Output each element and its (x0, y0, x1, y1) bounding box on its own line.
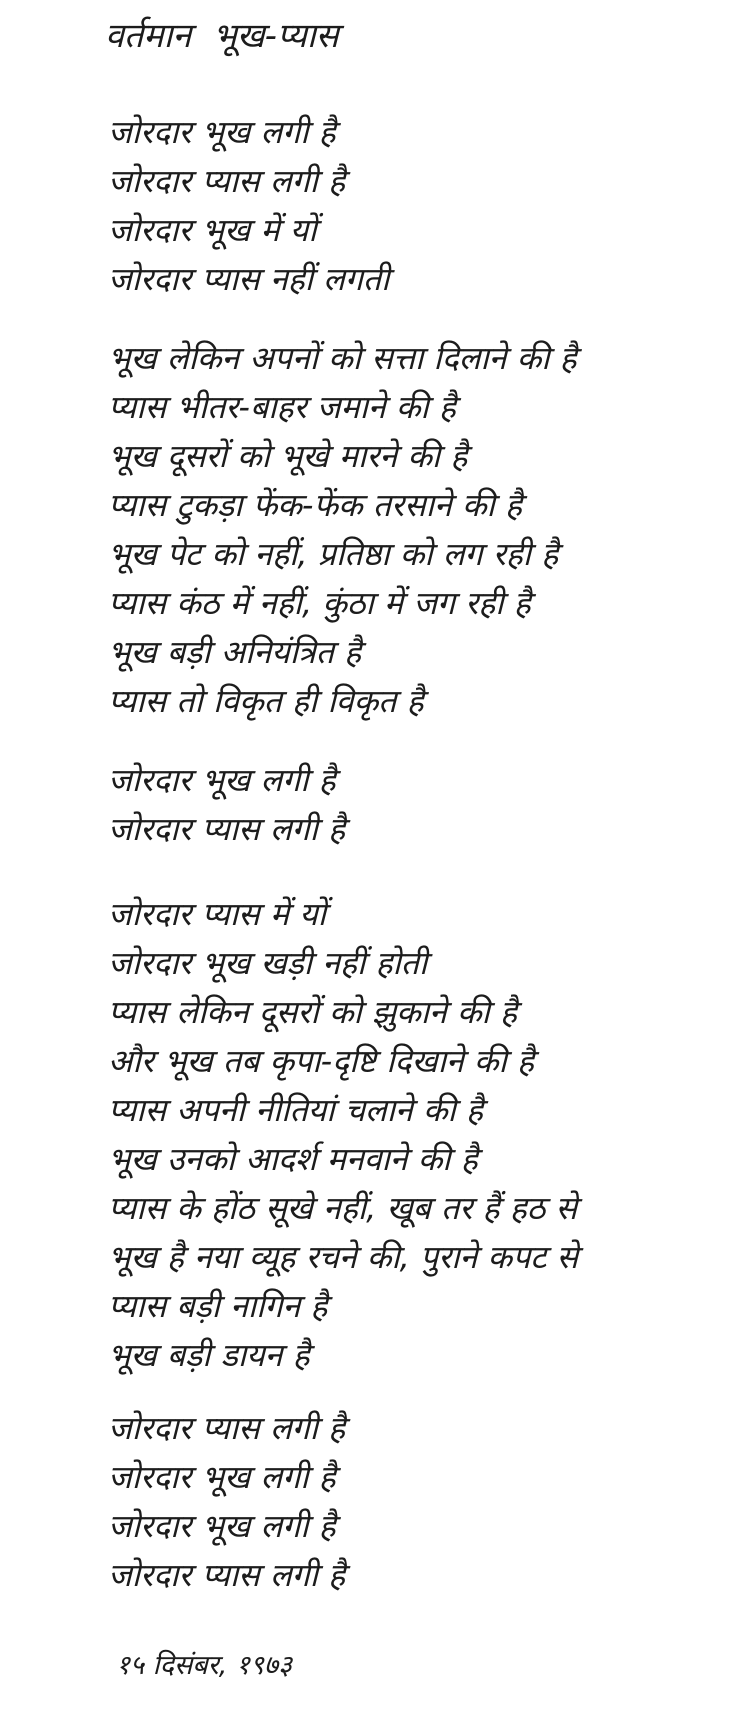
poem-line: प्यास लेकिन दूसरों को झुकाने की है (108, 993, 517, 1031)
poem-line: जोरदार भूख खड़ी नहीं होती (108, 944, 428, 982)
poem-line: प्यास टुकड़ा फेंक-फेंक तरसाने की है (108, 486, 522, 524)
poem-line: प्यास तो विकृत ही विकृत है (108, 682, 424, 720)
stanza-3 (108, 756, 345, 854)
poem-line: और भूख तब कृपा-दृष्टि दिखाने की है (108, 1042, 534, 1080)
poem-line: जोरदार भूख लगी है (108, 1458, 336, 1496)
poem-line: प्यास कंठ में नहीं, कुंठा में जग रही है (108, 584, 531, 622)
poem-line: जोरदार प्यास में यों (108, 895, 327, 933)
poem-line: भूख उनको आदर्श मनवाने की है (108, 1140, 478, 1178)
poem-line: जोरदार प्यास नहीं लगती (108, 260, 390, 298)
poem-line: भूख बड़ी अनियंत्रित है (108, 633, 362, 671)
poem-line: जोरदार भूख लगी है (108, 761, 336, 799)
poem-line: जोरदार प्यास लगी है (108, 810, 346, 848)
stanza-1 (108, 108, 389, 304)
poem-line: जोरदार प्यास लगी है (108, 162, 346, 200)
poem-line: भूख है नया व्यूह रचने की, पुराने कपट से (108, 1238, 579, 1276)
poem-title: वर्तमान भूख-प्यास (105, 16, 339, 56)
poem-line: प्यास बड़ी नागिन है (108, 1287, 328, 1325)
poem-line: जोरदार भूख लगी है (108, 113, 336, 151)
stanza-2 (108, 334, 577, 726)
poem-line: प्यास भीतर-बाहर जमाने की है (108, 388, 456, 426)
poem-line: प्यास अपनी नीतियां चलाने की है (108, 1091, 483, 1129)
stanza-4 (108, 890, 578, 1380)
poem-line: जोरदार भूख में यों (108, 211, 317, 249)
poem-line: जोरदार प्यास लगी है (108, 1556, 346, 1594)
poem-line: जोरदार प्यास लगी है (108, 1409, 346, 1447)
poem-line: प्यास के होंठ सूखे नहीं, खूब तर हैं हठ से (108, 1189, 578, 1227)
poem-line: भूख लेकिन अपनों को सत्ता दिलाने की है (108, 339, 577, 377)
poem-line: भूख पेट को नहीं, प्रतिष्ठा को लग रही है (108, 535, 559, 573)
poem-line: भूख दूसरों को भूखे मारने की है (108, 437, 468, 475)
poem-line: भूख बड़ी डायन है (108, 1336, 310, 1374)
stanza-5 (108, 1404, 345, 1600)
poem-line: जोरदार भूख लगी है (108, 1507, 336, 1545)
poem-date: १५ दिसंबर, १९७३ (116, 1650, 293, 1681)
